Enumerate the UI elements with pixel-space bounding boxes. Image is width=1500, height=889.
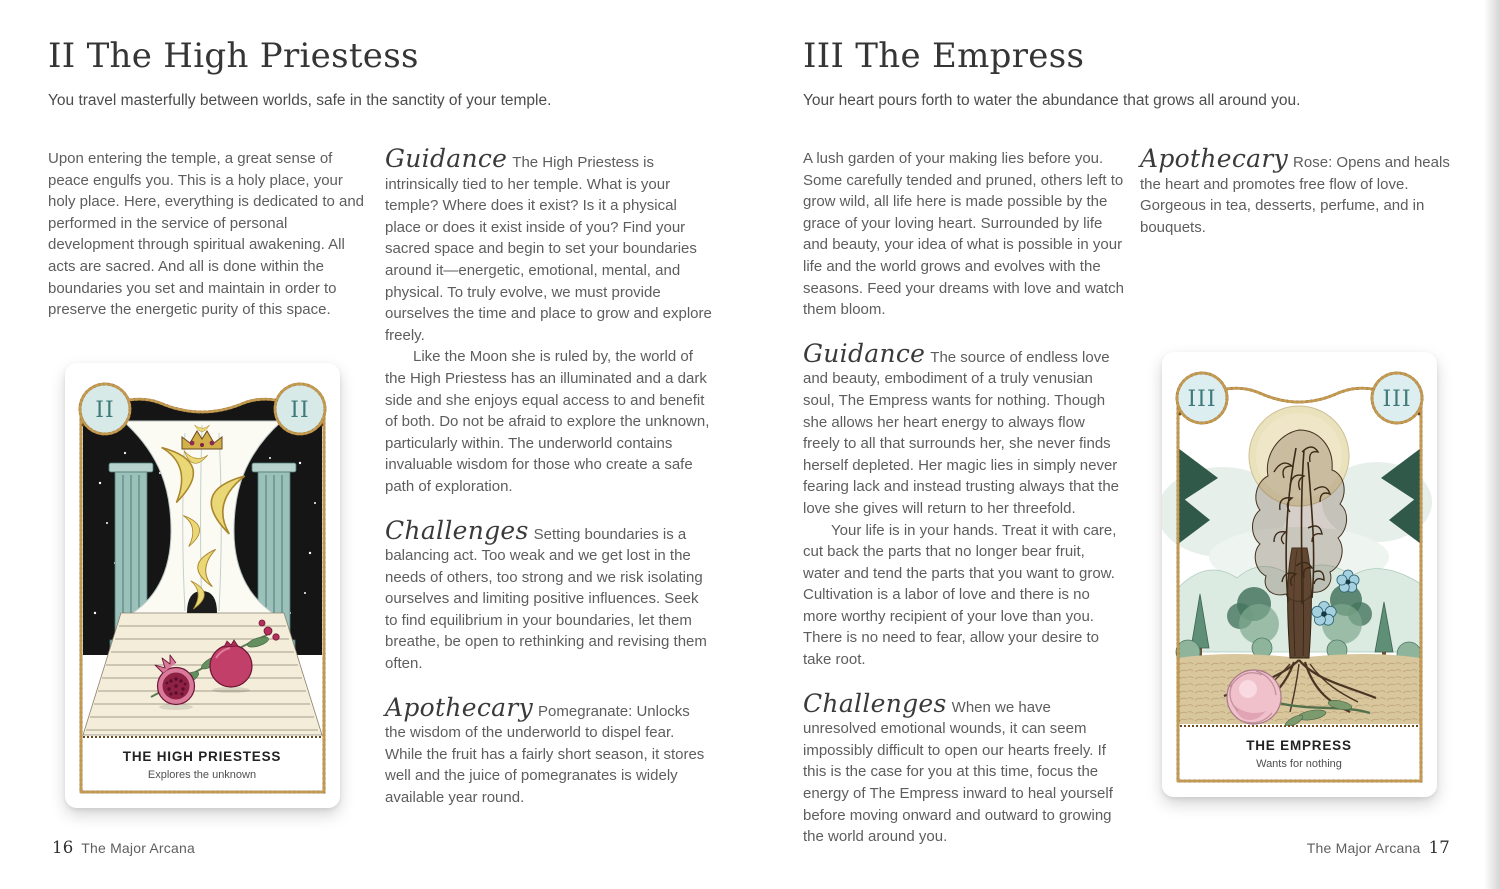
numeral-circle-right (275, 384, 325, 434)
right-page-column-2 (1140, 144, 1468, 870)
card-tagline: Wants for nothing (1256, 758, 1342, 771)
page-title: II The High Priestess (48, 36, 419, 76)
card-name: THE EMPRESS (1246, 738, 1352, 754)
whole-pomegranate (210, 645, 252, 687)
guidance-paragraph-2: Like the Moon she is ruled by, the world of the High Priestess has an illuminated and a dark side and she enjoys equal access to and benefit of both. Do not be afraid to explore the unknown, particularly within. The underworld contains invaluable wisdom for those who create a safe path of exploration. (385, 348, 710, 495)
apothecary-text: Rose: Opens and heals the heart and promotes free flow of love. Gorgeous in tea, desserts, perfume, and in bouquets. (1140, 154, 1450, 236)
high-priestess-card-illustration (65, 363, 340, 808)
card-label-band (83, 737, 322, 790)
apothecary-section (1140, 144, 1468, 238)
right-page-column-1 (803, 148, 1125, 870)
guidance-heading: Guidance (385, 144, 508, 173)
challenges-heading: Challenges (803, 688, 947, 718)
left-page-column-1 (48, 148, 370, 831)
challenges-text: Setting boundaries is a balancing act. Too weak and we get lost in the needs of others, too strong and we risk isolating ourselves and limiting positive influences. Seek to find equilibrium in your boundaries, let them breathe, be open to rethinking and revising them often. (385, 525, 707, 673)
card-numeral: II (290, 397, 310, 423)
page-right (750, 0, 1500, 889)
card-name: THE HIGH PRIESTESS (122, 748, 282, 764)
guidance-heading: Guidance (803, 338, 926, 368)
guidance-section (385, 144, 713, 346)
guidance-paragraph-2: Your life is in your hands. Treat it with care, cut back the parts that no longer bear fruit, water and tend the parts that you want to grow. Cultivation is a labor of love and there is no more worthy recipient of your love than you. There is no need to fear, allow your desire to take root. (803, 521, 1117, 669)
apothecary-section (385, 692, 713, 809)
card-numeral: II (95, 397, 115, 423)
footer-label: The Major Arcana (1306, 840, 1421, 856)
page-title: III The Empress (803, 36, 1085, 76)
apothecary-heading: Apothecary (385, 692, 534, 722)
page-subtitle: Your heart pours forth to water the abundance that grows all around you. (803, 92, 1301, 109)
footer-label: The Major Arcana (81, 840, 195, 856)
card-numeral: III (1382, 387, 1412, 413)
intro-paragraph: Upon entering the temple, a great sense of peace engulfs you. This is a holy place, your holy place. Here, everything is dedicated to and performed in the service of personal development through spiritual awakening. All acts are sacred. And all is done within the boundaries you set and maintain in order to preserve the energetic purity of this space. (48, 150, 365, 319)
left-page-column-2 (385, 144, 713, 831)
right-page-columns (803, 144, 1460, 870)
page-subtitle: You travel masterfully between worlds, safe in the sanctity of your temple. (48, 92, 552, 109)
page-number: 16 (52, 838, 74, 857)
page-number: 17 (1428, 838, 1450, 857)
challenges-section (385, 515, 713, 675)
guidance-text: The High Priestess is intrinsically tied to her temple. What is your temple? Where does it exist? Is it a physical place or does it exist inside of you? Find your sacred space and begin to set your boundaries around it—energetic, emotional, mental, and physical. To truly evolve, we must provide ourselves the time and place to grow and explore freely. (385, 154, 712, 344)
guidance-section (803, 338, 1125, 520)
guidance-text: The source of endless love and beauty, embodiment of a truly venusian soul, The Empress wants for nothing. Though she allows her heart energy to always flow freely to all that surrounds her, she never finds herself depleted. Her magic lies in simply never fearing lack and instead trusting always that the love she gives will return to her threefold. (803, 348, 1120, 517)
apothecary-heading: Apothecary (1140, 144, 1289, 173)
footer-left (48, 838, 195, 857)
card-tagline: Explores the unknown (147, 768, 257, 781)
footer-right (1307, 838, 1454, 857)
empress-card-illustration (1162, 352, 1437, 797)
card-label-band (1180, 726, 1419, 779)
card-numeral: III (1187, 387, 1217, 413)
numeral-circle-right (1372, 373, 1422, 423)
intro-paragraph: A lush garden of your making lies before you. Some carefully tended and pruned, others left to grow wild, all life here is made possible by the grace of your loving heart. Surrounded by life and beauty, your idea of what is possible in your life and the world grows and evolves with the seasons. Feed your dreams with love and watch them bloom. (803, 150, 1124, 319)
left-page-columns (48, 144, 713, 831)
challenges-heading: Challenges (385, 515, 529, 545)
apothecary-text: Pomegranate: Unlocks the wisdom of the underworld to dispel fear. While the fruit has a fairly short season, it stores well and the juice of pomegranates is widely available year round. (385, 702, 705, 807)
challenges-section (803, 688, 1125, 848)
numeral-circle-left (80, 384, 130, 434)
numeral-circle-left (1177, 373, 1227, 423)
challenges-text: When we have unresolved emotional wounds, it can seem impossibly difficult to open our hearts freely. If this is the case for you at this time, focus the energy of The Empress inward to heal yourself before moving onward and outward to growing the world around you. (803, 698, 1113, 846)
